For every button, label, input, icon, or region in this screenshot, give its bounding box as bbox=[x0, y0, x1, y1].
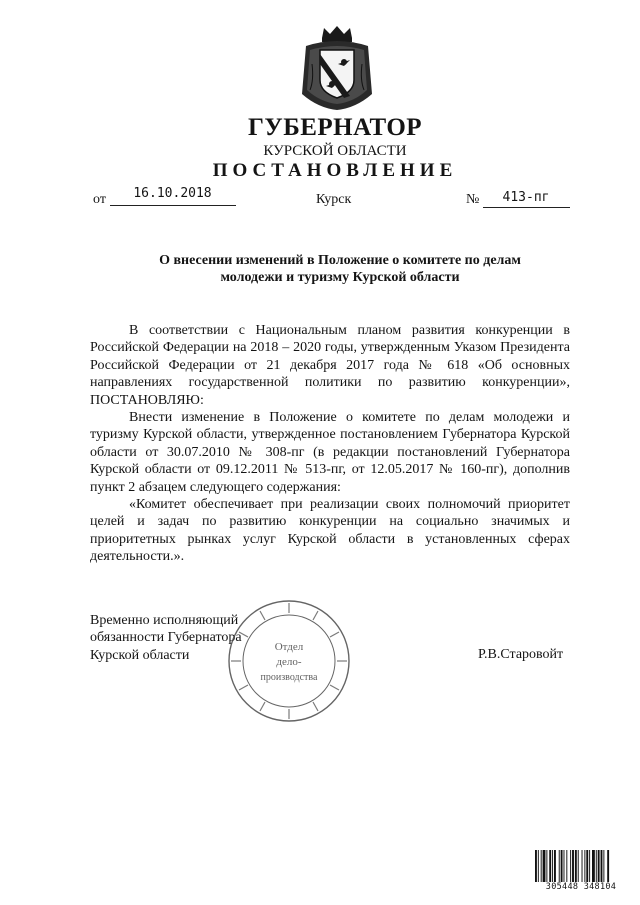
body-paragraph: «Комитет обеспечивает при реализации своих полномочий приоритет целей и задач по развитию конкуренции на социально значимых и приоритетных рынках услуг Курской области в установленных сферах деятельности.». bbox=[90, 497, 570, 565]
document-subject: О внесении изменений в Положение о комитете по делам молодежи и туризму Курской области bbox=[159, 253, 521, 285]
office-stamp bbox=[226, 598, 352, 724]
date-label: от bbox=[93, 192, 106, 207]
signatory-name: Р.В.Старовойт bbox=[478, 647, 564, 662]
document-body bbox=[90, 322, 570, 566]
stamp-text: дело- bbox=[276, 656, 302, 668]
document-number: 413-пг bbox=[502, 190, 550, 205]
position-line: Временно исполняющий bbox=[90, 613, 239, 628]
position-line: Курской области bbox=[90, 647, 190, 663]
position-line: обязанности Губернатора bbox=[90, 630, 242, 646]
stamp-text: Отдел bbox=[274, 641, 304, 653]
document-meta-row bbox=[0, 186, 640, 212]
stamp-text: производства bbox=[260, 672, 318, 683]
signature-position bbox=[90, 612, 242, 664]
page-title: ГУБЕРНАТОР bbox=[247, 114, 423, 141]
number-label: № bbox=[466, 192, 480, 207]
date-underline bbox=[110, 205, 236, 206]
region-subtitle: КУРСКОЙ ОБЛАСТИ bbox=[263, 143, 407, 159]
body-paragraph: В соответствии с Национальным планом развития конкуренции в Российской Федерации на 2018 – 2020 годы, утвержденным Указом Президента Российской Федерации от 21 декабря 2017 года № 618 «Об основных направлениях государственной политики по развитию конкуренции», ПОСТАНОВЛЯЮ: bbox=[90, 323, 570, 408]
barcode-number: 305448 348104 bbox=[533, 882, 629, 892]
number-underline bbox=[483, 207, 570, 208]
body-paragraph: Внести изменение в Положение о комитете по делам молодежи и туризму Курской области, утвержденное постановлением Губернатора Курской области от 30.07.2010 № 308-пг (в редакции постановлений Губернатора Курской области от 09.12.2011 № 513-пг, от 12.05.2017 № 160-пг), дополнив пункт 2 абзацем следующего содержания: bbox=[90, 410, 570, 495]
document-date: 16.10.2018 bbox=[133, 186, 212, 201]
coat-of-arms-icon bbox=[298, 24, 376, 114]
document-type: ПОСТАНОВЛЕНИЕ bbox=[212, 160, 458, 181]
city-name: Курск bbox=[316, 192, 352, 207]
